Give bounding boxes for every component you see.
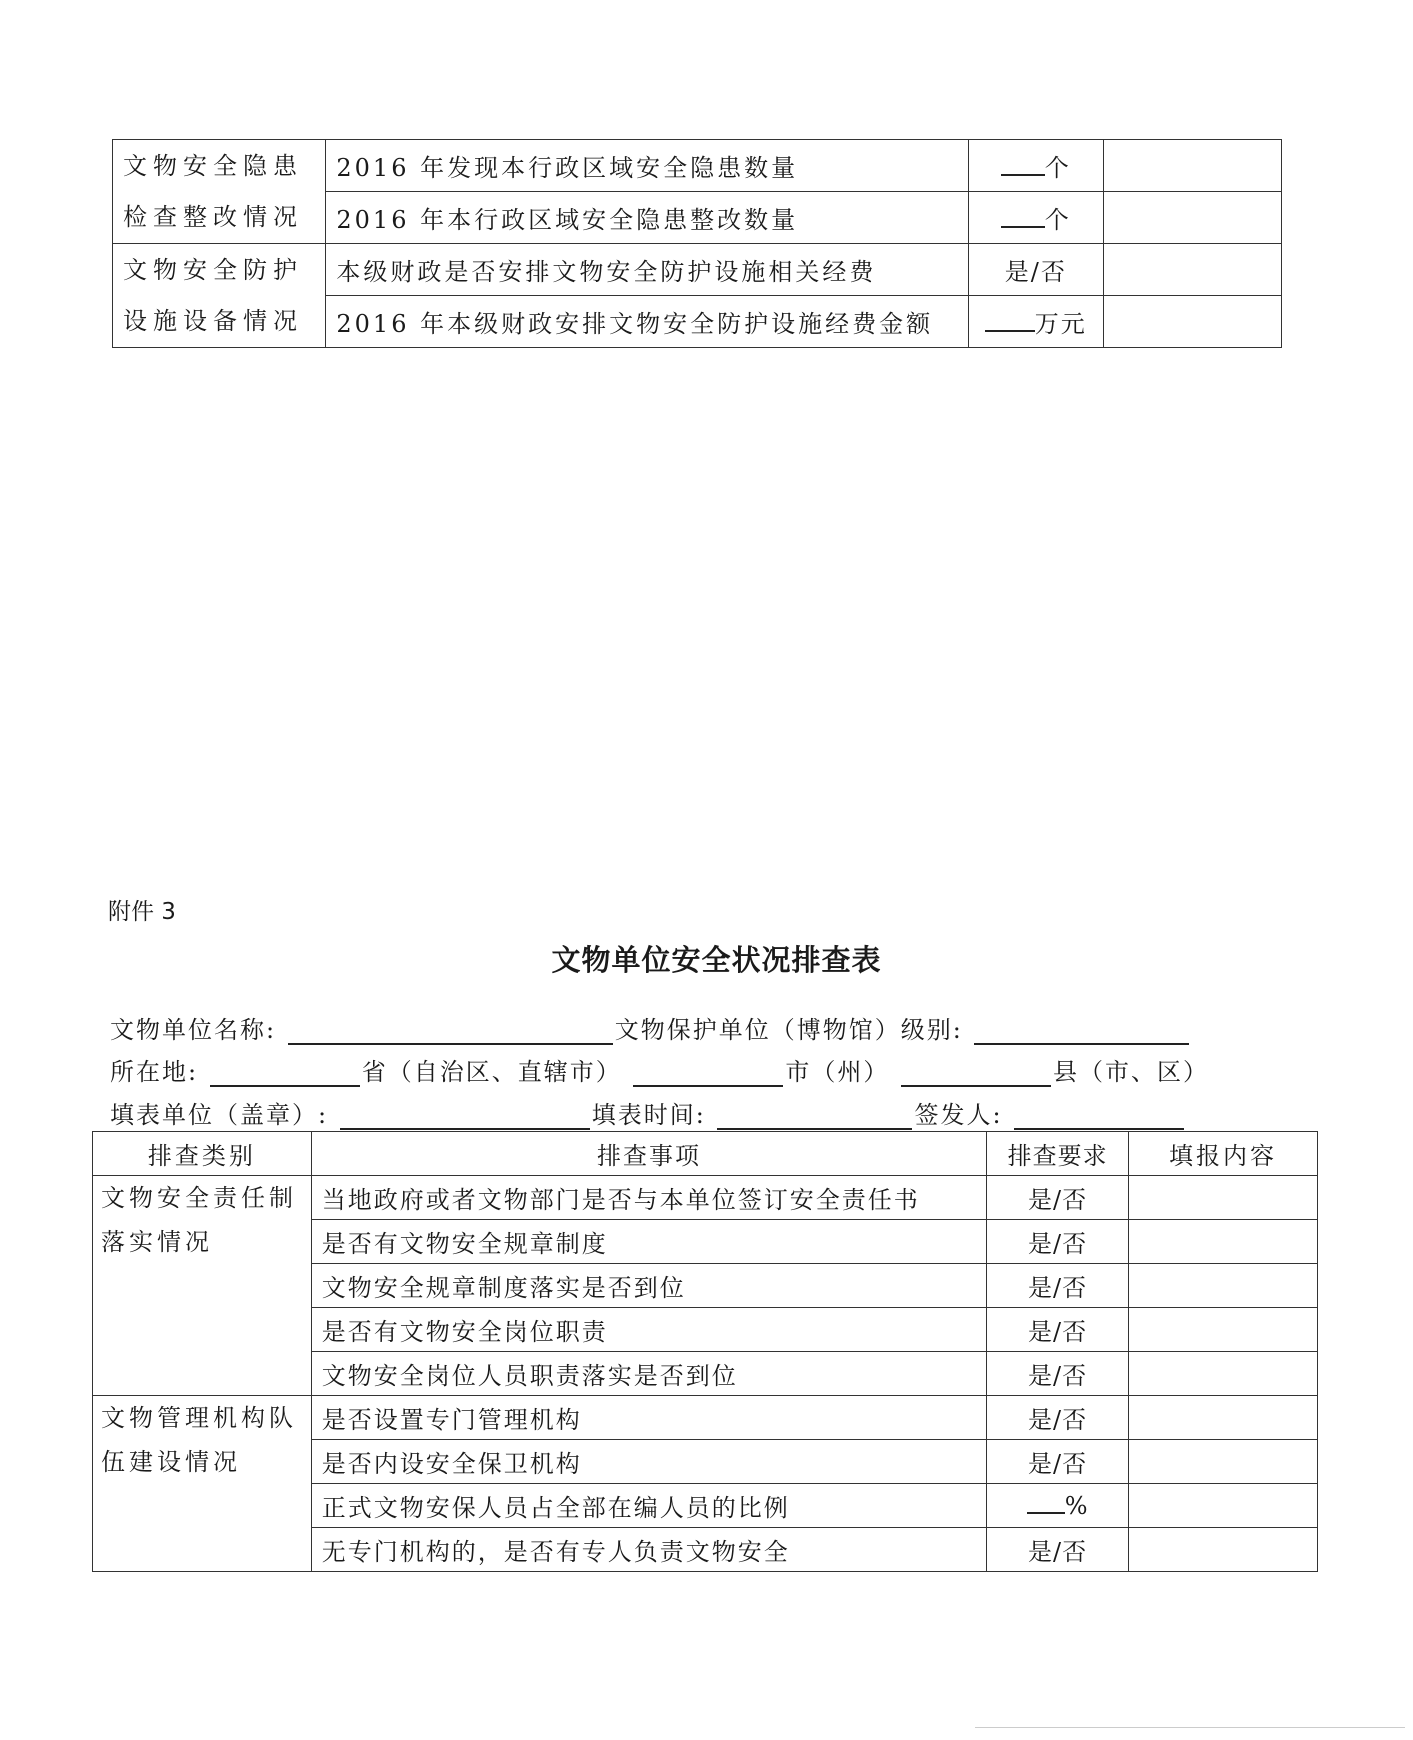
header-item: 排查事项: [311, 1132, 986, 1176]
requirement-cell: [987, 1484, 1129, 1528]
item-cell: 2016 年发现本行政区域安全隐患数量: [326, 140, 969, 192]
item-cell: 文物安全岗位人员职责落实是否到位: [311, 1352, 986, 1396]
fill-cell[interactable]: [1128, 1308, 1317, 1352]
item-cell: 是否内设安全保卫机构: [311, 1440, 986, 1484]
item-cell: 2016 年本级财政安排文物安全防护设施经费金额: [326, 296, 969, 348]
form-line-unit: [110, 1010, 1191, 1045]
fill-cell[interactable]: [1128, 1528, 1317, 1572]
check-table: [92, 1131, 1318, 1572]
item-cell: 2016 年本行政区域安全隐患整改数量: [326, 192, 969, 244]
fill-cell[interactable]: [1103, 244, 1281, 296]
header-row: [93, 1132, 1318, 1176]
requirement-cell: 是/否: [987, 1528, 1129, 1572]
category-cell: [113, 140, 326, 244]
unit-label: 万元: [1034, 310, 1087, 338]
category-line: 落实情况: [101, 1228, 213, 1256]
item-cell: 正式文物安保人员占全部在编人员的比例: [311, 1484, 986, 1528]
fill-cell[interactable]: [1103, 140, 1281, 192]
fill-cell[interactable]: [1128, 1396, 1317, 1440]
table-row: [93, 1396, 1318, 1440]
table-row: [93, 1176, 1318, 1220]
unit-name-field[interactable]: [288, 1021, 613, 1045]
unit-label: 个: [1044, 206, 1071, 234]
requirement-cell: 是/否: [968, 244, 1103, 296]
item-cell: 无专门机构的，是否有专人负责文物安全: [311, 1528, 986, 1572]
county-label: 县（市、区）: [1053, 1058, 1210, 1086]
item-cell: 文物安全规章制度落实是否到位: [311, 1264, 986, 1308]
category-cell: [113, 244, 326, 348]
fill-blank[interactable]: [985, 326, 1035, 332]
form-title: 文物单位安全状况排查表: [551, 943, 882, 977]
unit-name-label: 文物单位名称:: [110, 1016, 277, 1044]
item-cell: 是否设置专门管理机构: [311, 1396, 986, 1440]
category-line: 检查整改情况: [123, 202, 303, 231]
page-edge-line: [975, 1727, 1405, 1728]
fill-cell[interactable]: [1128, 1220, 1317, 1264]
fill-time-label: 填表时间:: [591, 1101, 706, 1129]
fill-cell[interactable]: [1103, 192, 1281, 244]
requirement-cell: [968, 192, 1103, 244]
location-label: 所在地:: [110, 1058, 199, 1086]
top-table: [112, 139, 1282, 348]
fill-cell[interactable]: [1128, 1484, 1317, 1528]
fill-time-field[interactable]: [717, 1106, 912, 1130]
header-content: 填报内容: [1128, 1132, 1317, 1176]
form-line-filler: [110, 1095, 1186, 1130]
fill-blank[interactable]: [1027, 1508, 1065, 1514]
item-cell: 当地政府或者文物部门是否与本单位签订安全责任书: [311, 1176, 986, 1220]
category-line: 文物安全防护: [123, 255, 303, 284]
filler-label: 填表单位（盖章）:: [110, 1101, 329, 1129]
attachment-label: 附件 3: [108, 899, 176, 925]
category-cell: [93, 1396, 312, 1572]
fill-cell[interactable]: [1128, 1440, 1317, 1484]
signer-field[interactable]: [1014, 1106, 1184, 1130]
requirement-cell: [968, 140, 1103, 192]
fill-cell[interactable]: [1103, 296, 1281, 348]
requirement-cell: 是/否: [987, 1176, 1129, 1220]
unit-label: %: [1064, 1491, 1089, 1520]
table-row: [113, 244, 1282, 296]
fill-cell[interactable]: [1128, 1352, 1317, 1396]
city-label: 市（州）: [785, 1058, 890, 1086]
category-line: 文物管理机构队: [101, 1404, 297, 1432]
level-label: 文物保护单位（博物馆）级别:: [614, 1016, 963, 1044]
unit-label: 个: [1044, 154, 1071, 182]
requirement-cell: 是/否: [987, 1308, 1129, 1352]
header-category: 排查类别: [93, 1132, 312, 1176]
category-line: 文物安全隐患: [123, 151, 303, 180]
requirement-cell: 是/否: [987, 1220, 1129, 1264]
city-field[interactable]: [633, 1063, 783, 1087]
province-field[interactable]: [210, 1063, 360, 1087]
fill-cell[interactable]: [1128, 1176, 1317, 1220]
header-requirement: 排查要求: [987, 1132, 1129, 1176]
signer-label: 签发人:: [914, 1101, 1003, 1129]
item-cell: 是否有文物安全规章制度: [311, 1220, 986, 1264]
province-label: 省（自治区、直辖市）: [361, 1058, 622, 1086]
filler-field[interactable]: [340, 1106, 590, 1130]
requirement-cell: 是/否: [987, 1264, 1129, 1308]
fill-cell[interactable]: [1128, 1264, 1317, 1308]
requirement-cell: 是/否: [987, 1440, 1129, 1484]
category-line: 伍建设情况: [101, 1448, 241, 1476]
level-field[interactable]: [974, 1021, 1189, 1045]
fill-blank[interactable]: [1001, 170, 1045, 176]
form-line-location: [110, 1052, 1209, 1087]
requirement-cell: [968, 296, 1103, 348]
category-cell: [93, 1176, 312, 1396]
table-row: [113, 140, 1282, 192]
category-line: 文物安全责任制: [101, 1184, 297, 1212]
item-cell: 本级财政是否安排文物安全防护设施相关经费: [326, 244, 969, 296]
category-line: 设施设备情况: [123, 306, 303, 335]
fill-blank[interactable]: [1001, 222, 1045, 228]
requirement-cell: 是/否: [987, 1396, 1129, 1440]
requirement-cell: 是/否: [987, 1352, 1129, 1396]
county-field[interactable]: [901, 1063, 1051, 1087]
item-cell: 是否有文物安全岗位职责: [311, 1308, 986, 1352]
